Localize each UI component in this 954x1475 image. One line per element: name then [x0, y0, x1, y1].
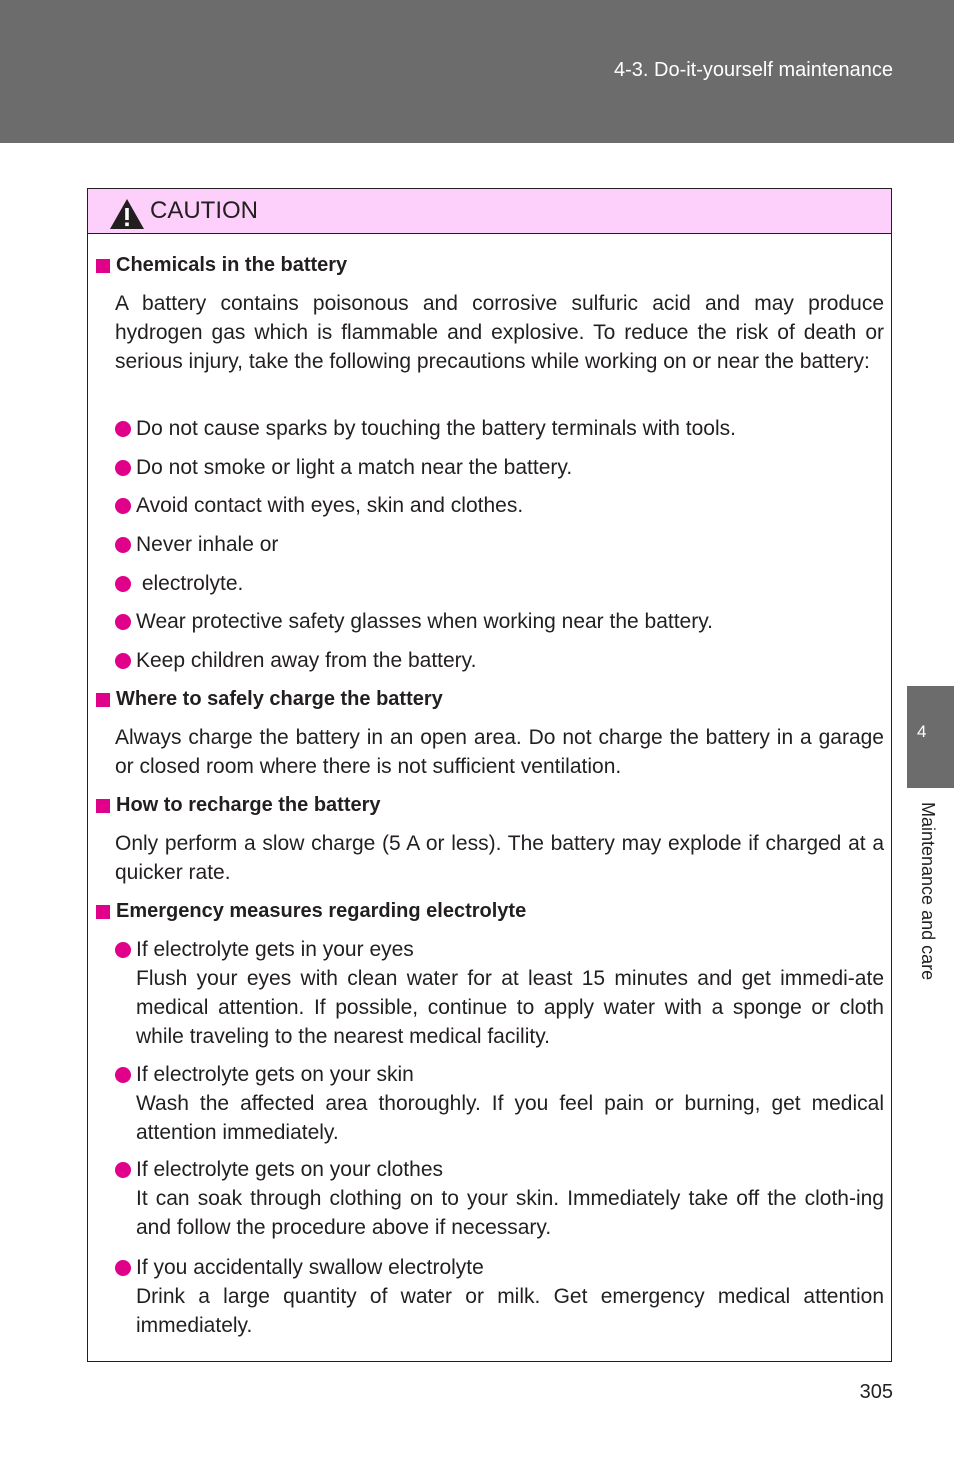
list-item: Do not cause sparks by touching the battery terminals with tools.: [115, 414, 884, 443]
list-item: Wear protective safety glasses when working near the battery.: [115, 607, 884, 636]
list-item: Avoid contact with eyes, skin and clothes.: [115, 491, 884, 520]
list-item: Do not smoke or light a match near the battery.: [115, 453, 884, 482]
square-bullet-icon: [96, 259, 110, 273]
circle-bullet-icon: [115, 537, 131, 553]
section-heading: [96, 688, 443, 711]
section-heading-text: How to recharge the battery: [116, 794, 381, 816]
section-paragraph: A battery contains poisonous and corrosive sulfuric acid and may produce hydrogen gas which is flammable and explosive. To reduce the risk of death or serious injury, take the following precautions while working on or near the battery:: [115, 292, 884, 373]
chapter-label: Maintenance and care: [918, 802, 938, 981]
list-item-title: If you accidentally swallow electrolyte: [136, 1256, 484, 1279]
list-item-title: If electrolyte gets on your skin: [136, 1063, 414, 1086]
list-item: [115, 935, 884, 1051]
list-item-body: It can soak through clothing on to your skin. Immediately take off the cloth-ing and follow the procedure above if necessary.: [136, 1187, 884, 1239]
circle-bullet-icon: [115, 614, 131, 630]
page-header: [0, 0, 954, 143]
circle-bullet-icon: [115, 653, 131, 669]
list-item-body: Drink a large quantity of water or milk. Get emergency medical attention immediately.: [136, 1285, 884, 1337]
list-item-title: If electrolyte gets on your clothes: [136, 1158, 443, 1181]
chapter-number: 4: [917, 722, 927, 741]
list-item-body: Flush your eyes with clean water for at least 15 minutes and get immedi-ate medical attention. If possible, continue to apply water with a sponge or cloth while traveling to the nearest medical facility.: [136, 967, 884, 1048]
section-heading-text: Emergency measures regarding electrolyte: [116, 900, 527, 922]
caution-header: [88, 189, 891, 234]
circle-bullet-icon: [115, 576, 131, 592]
section-paragraph: Always charge the battery in an open area. Do not charge the battery in a garage or closed room where there is not sufficient ventilation.: [115, 726, 884, 778]
circle-bullet-icon: [115, 1067, 131, 1083]
square-bullet-icon: [96, 693, 110, 707]
page-number: 305: [859, 1381, 893, 1403]
list-item-title: If electrolyte gets in your eyes: [136, 938, 414, 961]
list-item: [115, 1253, 884, 1340]
section-heading: [96, 900, 526, 923]
list-item: [115, 1155, 884, 1242]
list-item: Never inhale or: [115, 530, 884, 559]
section-heading-text: Where to safely charge the battery: [116, 688, 443, 710]
warning-triangle-icon: [109, 198, 145, 230]
square-bullet-icon: [96, 905, 110, 919]
chapter-tab: [907, 686, 954, 788]
square-bullet-icon: [96, 799, 110, 813]
list-item: electrolyte.: [115, 569, 884, 598]
section-heading: [96, 254, 347, 277]
list-item-body: Wash the affected area thoroughly. If you feel pain or burning, get medical attention immediately.: [136, 1092, 884, 1144]
circle-bullet-icon: [115, 421, 131, 437]
section-paragraph: Only perform a slow charge (5 A or less). The battery may explode if charged at a quicker rate.: [115, 832, 884, 884]
circle-bullet-icon: [115, 1162, 131, 1178]
circle-bullet-icon: [115, 460, 131, 476]
circle-bullet-icon: [115, 942, 131, 958]
list-item: [115, 1060, 884, 1147]
circle-bullet-icon: [115, 498, 131, 514]
section-heading: [96, 794, 381, 817]
caution-box: [87, 188, 892, 1362]
circle-bullet-icon: [115, 1260, 131, 1276]
list-item: Keep children away from the battery.: [115, 646, 884, 675]
caution-title: CAUTION: [150, 197, 258, 224]
section-title: 4-3. Do-it-yourself maintenance: [613, 59, 893, 81]
section-heading-text: Chemicals in the battery: [116, 254, 348, 276]
